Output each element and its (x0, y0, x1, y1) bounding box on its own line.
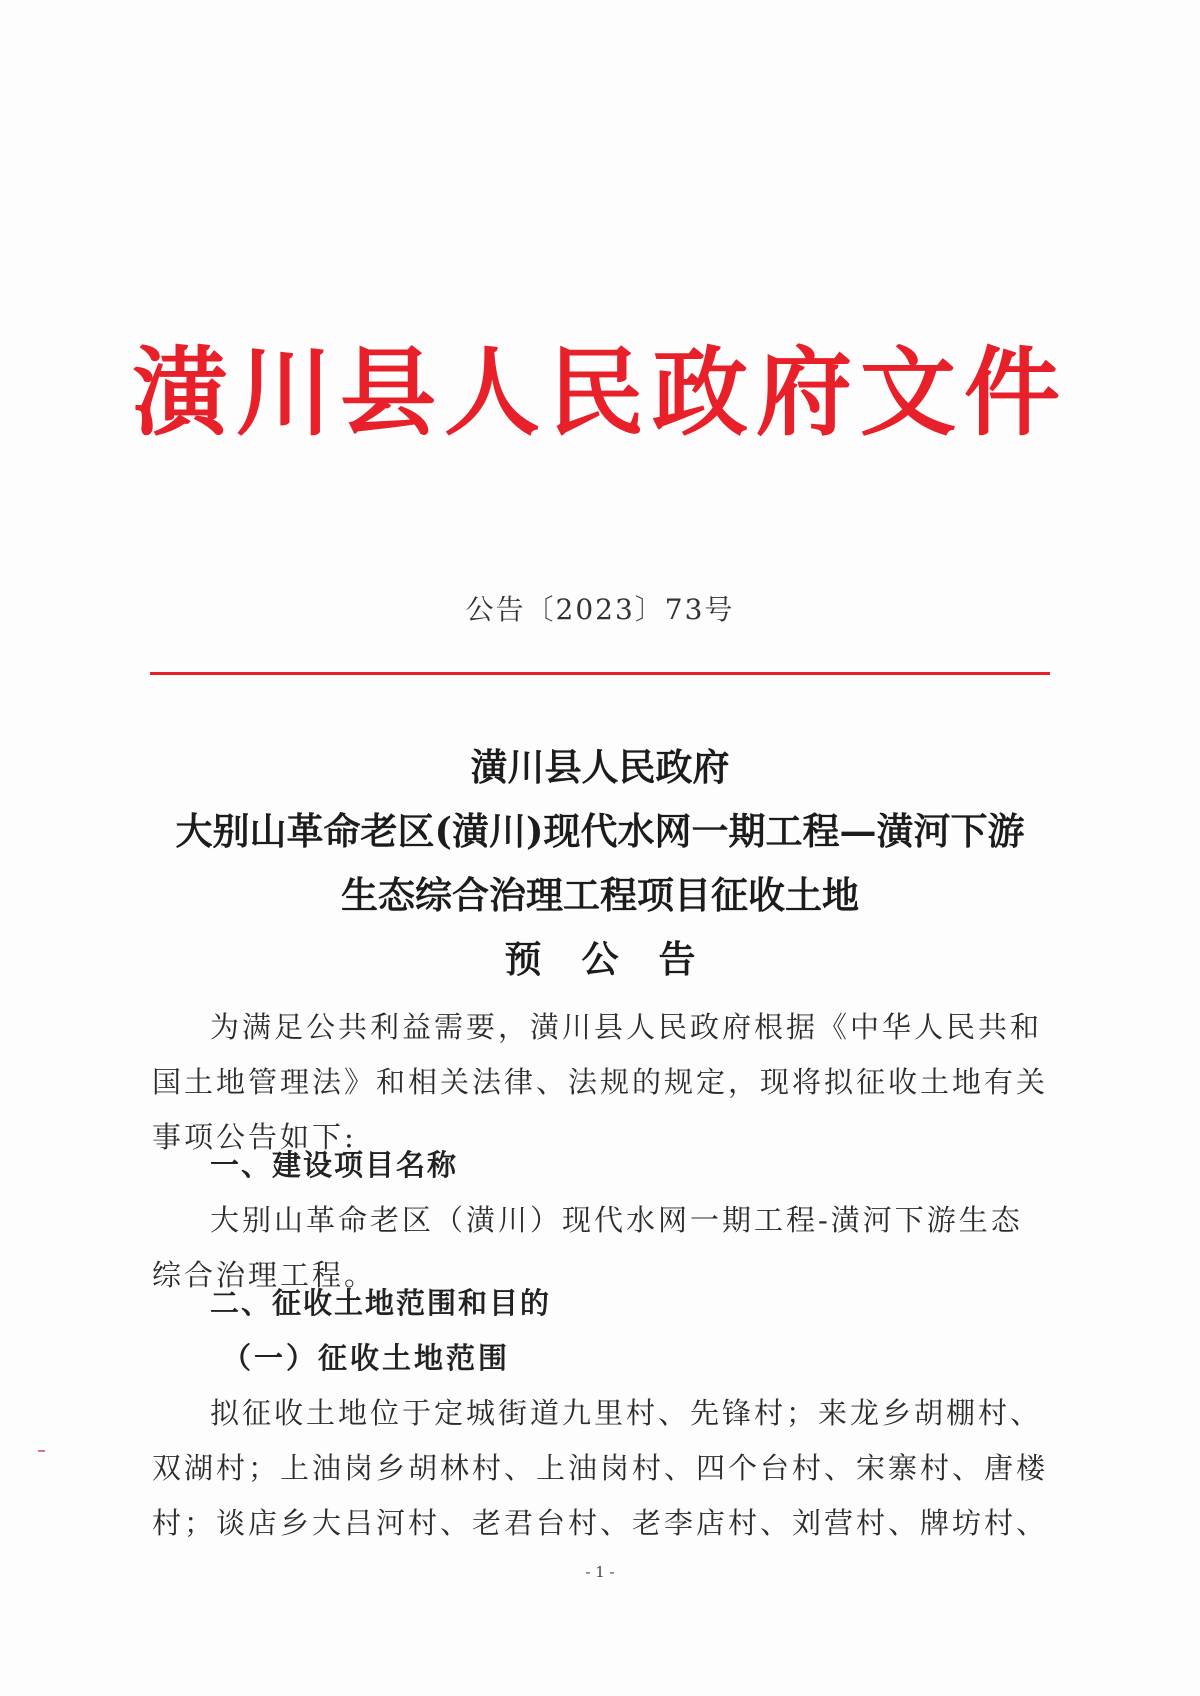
red-divider-line (150, 672, 1050, 675)
document-number: 公告〔2023〕73号 (465, 593, 735, 626)
intro-paragraph: 为满足公共利益需要，潢川县人民政府根据《中华人民共和国土地管理法》和相关法律、法规的规定，现将拟征收土地有关事项公告如下: (152, 1010, 1049, 1154)
section-heading-project-name: 一、建设项目名称 (210, 1148, 459, 1182)
title-line-issuer: 潢川县人民政府 (470, 745, 730, 789)
title-line-doc-type: 预公告 (504, 937, 736, 981)
scan-artifact-mark (38, 1450, 45, 1452)
subsection-heading-scope: （一）征收土地范围 (222, 1341, 511, 1375)
scope-paragraph: 拟征收土地位于定城街道九里村、先锋村；来龙乡胡棚村、双湖村；上油岗乡胡林村、上油岗村、四个台村、宋寨村、唐楼村；谈店乡大吕河村、老君台村、老李店村、刘营村、牌坊村、 (152, 1396, 1049, 1540)
masthead-title: 潢川县人民政府文件 (132, 336, 1068, 449)
project-name-paragraph: 大别山革命老区（潢川）现代水网一期工程-潢河下游生态综合治理工程。 (152, 1203, 1023, 1292)
title-line-project-cont: 生态综合治理工程项目征收土地 (341, 873, 859, 917)
title-line-project: 大别山革命老区(潢川)现代水网一期工程—潢河下游 (175, 809, 1025, 853)
notice-title (0, 735, 1200, 991)
section-heading-scope: 二、征收土地范围和目的 (210, 1286, 552, 1320)
page-number: - 1 - (585, 1563, 615, 1581)
